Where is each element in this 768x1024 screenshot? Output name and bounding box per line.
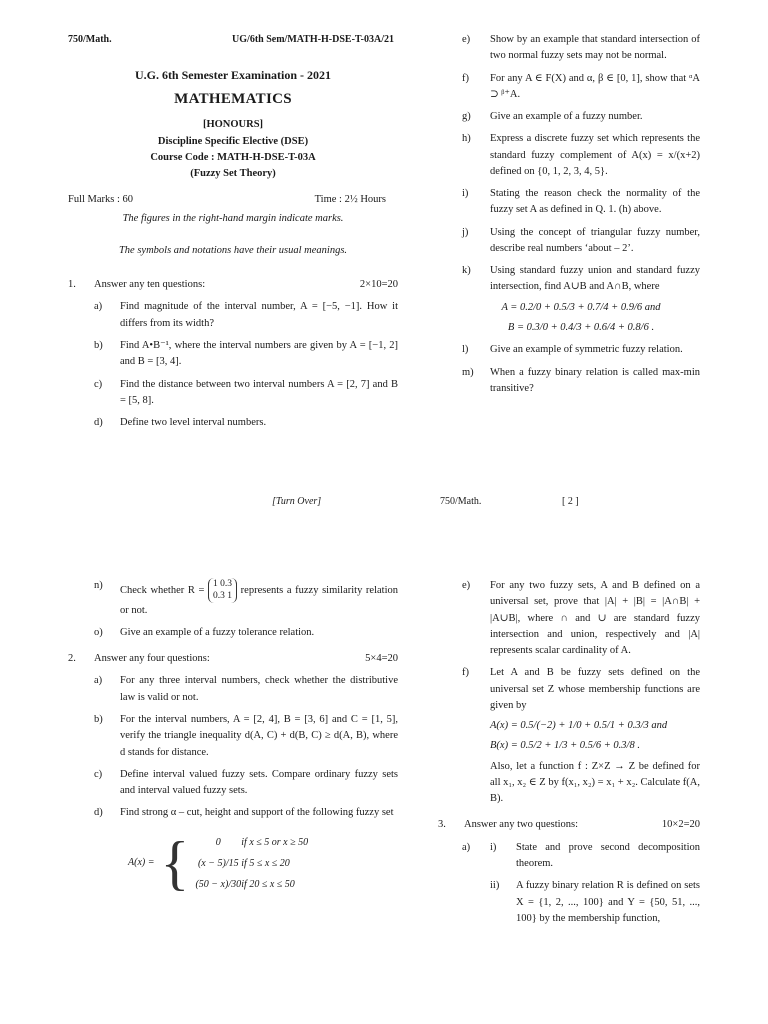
question-item	[68, 578, 398, 619]
paper-code-right: UG/6th Sem/MATH-H-DSE-T-03A/21	[232, 34, 394, 45]
item-text-post: represents a fuzzy similarity relation or not.	[120, 584, 399, 616]
piecewise-function	[128, 832, 398, 895]
item-text: Using standard fuzzy union and standard fuzzy intersection, find A∪B and A∩B, where	[490, 265, 700, 293]
question-item	[462, 109, 700, 125]
exam-time: Time : 2½ Hours	[314, 194, 386, 206]
question-item	[462, 263, 700, 296]
item-text: Find A•B⁻¹, where the interval numbers are given by A = [−1, 2] and B = [3, 4].	[120, 340, 398, 368]
question-item	[438, 665, 700, 714]
honours-label: [HONOURS]	[202, 119, 264, 131]
page-4	[438, 578, 700, 927]
question-2-heading	[68, 651, 398, 667]
item-label: l)	[462, 344, 469, 356]
matrix-row: 0.3 1	[213, 591, 233, 602]
item-label: b)	[94, 714, 103, 726]
page-2	[462, 32, 700, 397]
item-label: b)	[94, 340, 103, 351]
function-cases	[195, 832, 308, 895]
question-item	[462, 225, 700, 258]
marks-note: The figures in the right-hand margin indicate marks.	[122, 212, 344, 224]
question-item	[68, 415, 398, 431]
question-item	[438, 840, 700, 873]
question-number: 2.	[68, 653, 76, 665]
question-marks: 5×4=20	[365, 653, 398, 665]
question-marks: 2×10=20	[359, 279, 398, 291]
case-value: 0	[215, 836, 221, 848]
item-text: For any two fuzzy sets, A and B defined on a universal set, prove that |A| + |B| = |A∩B| + |A∪B|, where ∩ and ∪ are standard fuzzy intersection and union, respectively and |A| represents scalar cardinality of A.	[490, 580, 700, 657]
paper-code-left: 750/Math.	[68, 34, 112, 45]
item-text: Find strong α – cut, height and support of the following fuzzy set	[120, 807, 394, 819]
item-label: k)	[462, 265, 471, 277]
item-text: Give an example of symmetric fuzzy relation.	[490, 344, 683, 356]
page-1	[68, 32, 398, 431]
item-text: Find magnitude of the interval number, A = [−5, −1]. How it differs from its width?	[120, 301, 398, 329]
function-lhs: A(x) =	[128, 857, 155, 869]
subitem-label: ii)	[490, 880, 500, 892]
question-item	[68, 805, 398, 821]
question-item	[462, 131, 700, 180]
item-label: e)	[462, 580, 471, 591]
item-label: d)	[94, 807, 103, 819]
item-label: d)	[94, 417, 103, 429]
item-label-spacer	[438, 878, 490, 927]
question-item	[68, 377, 398, 410]
case-condition: if 20 ≤ x ≤ 50	[241, 878, 295, 890]
item-text: Find the distance between two interval numbers A = [2, 7] and B = [5, 8].	[120, 378, 398, 406]
exam-title: U.G. 6th Semester Examination - 2021	[134, 67, 332, 82]
page-2-code: 750/Math.	[440, 496, 482, 507]
formula-set-a: A = 0.2/0 + 0.5/3 + 0.7/4 + 0.9/6 and	[501, 301, 661, 313]
item-label: c)	[94, 378, 103, 390]
turn-over-note: [Turn Over]	[272, 496, 322, 507]
formula-set-b: B(x) = 0.5/2 + 1/3 + 0.5/6 + 0.3/8 .	[490, 740, 640, 752]
question-item	[462, 342, 700, 358]
question-number: 3.	[438, 819, 446, 831]
item-label: o)	[94, 626, 103, 638]
question-item	[462, 365, 700, 398]
item-text: Give an example of a fuzzy tolerance relation.	[120, 626, 315, 638]
item-label: a)	[94, 675, 103, 687]
item-label: m)	[462, 366, 474, 378]
question-item	[68, 338, 398, 371]
question-item	[438, 578, 700, 659]
formula-set-b: B = 0.3/0 + 0.4/3 + 0.6/4 + 0.8/6 .	[507, 321, 655, 333]
notation-note: The symbols and notations have their usual meanings.	[118, 244, 348, 256]
question-item	[68, 625, 398, 641]
matrix-row: 1 0.3	[213, 579, 233, 589]
question-1-heading	[68, 277, 398, 293]
question-number: 1.	[68, 279, 76, 291]
elective-label: Discipline Specific Elective (DSE)	[157, 135, 309, 147]
brace-symbol: {	[160, 830, 190, 897]
question-marks: 10×2=20	[661, 819, 700, 831]
question-item	[462, 186, 700, 219]
item-label: a)	[462, 841, 471, 853]
item-text	[120, 578, 398, 619]
page-header	[68, 32, 398, 48]
item-text: For any three interval numbers, check whether the distributive law is valid or not.	[120, 675, 398, 703]
item-text: Stating the reason check the normality of the fuzzy set A as defined in Q. 1. (h) above.	[490, 188, 700, 216]
marks-time-row	[68, 192, 398, 208]
subitem-label: i)	[490, 841, 497, 853]
item-text: When a fuzzy binary relation is called max-min transitive?	[490, 366, 700, 394]
item-text: A fuzzy binary relation R is defined on sets X = {1, 2, ..., 100} and Y = {50, 51, ..., 100} by the membership function,	[516, 880, 700, 924]
case-value: (50 − x)/30	[195, 878, 242, 890]
function-case	[195, 853, 308, 874]
full-marks: Full Marks : 60	[68, 194, 134, 206]
item-label: h)	[462, 133, 471, 145]
case-condition: if 5 ≤ x ≤ 20	[241, 857, 290, 869]
question-instruction: Answer any two questions:	[464, 819, 579, 831]
item-text: For the interval numbers, A = [2, 4], B = [3, 6] and C = [1, 5], verify the triangle inequality d(A, C) + d(B, C) ≥ d(A, B), where d stands for distance.	[120, 714, 398, 758]
relation-matrix	[208, 578, 237, 603]
question-item	[462, 71, 700, 104]
function-case	[195, 832, 308, 853]
item-label: f)	[462, 667, 469, 679]
page-3	[68, 578, 398, 895]
question-item	[68, 299, 398, 332]
page-number: [ 2 ]	[562, 496, 579, 507]
question-item	[68, 712, 398, 761]
item-label: f)	[462, 72, 469, 84]
case-value: (x − 5)/15	[197, 857, 239, 869]
item-label: j)	[462, 226, 469, 238]
item-label: i)	[462, 188, 469, 200]
item-text: Define two level interval numbers.	[120, 417, 267, 429]
item-text: Give an example of a fuzzy number.	[490, 111, 643, 123]
item-label: g)	[462, 111, 471, 123]
item-text: Define interval valued fuzzy sets. Compare ordinary fuzzy sets and interval valued fuzzy sets.	[120, 768, 398, 797]
course-code: Course Code : MATH-H-DSE-T-03A	[150, 151, 316, 163]
subject-title: MATHEMATICS	[174, 91, 292, 108]
item-text: Express a discrete fuzzy set which represents the standard fuzzy complement of A(x) = x/(x+2) defined on {0, 1, 2, 3, 4, 5}.	[490, 133, 700, 177]
item-text: State and prove second decomposition theorem.	[516, 841, 700, 869]
function-case	[195, 874, 308, 895]
item-text: For any A ∈ F(X) and α, β ∈ [0, 1], show that ᵅA ⊃ ᵝ⁺A.	[490, 72, 700, 100]
item-label: c)	[94, 768, 103, 780]
item-text: Show by an example that standard intersection of two normal fuzzy sets may not be normal.	[490, 34, 700, 62]
formula-set-a: A(x) = 0.5/(−2) + 1/0 + 0.5/1 + 0.3/3 and	[490, 720, 668, 732]
question-instruction: Answer any four questions:	[94, 653, 210, 665]
item-text-continued: Also, let a function f : Z×Z → Z be defined for all x₁, x₂ ∈ Z by f(x₁, x₂) = x₁ + x₂. Calculate f(A, B).	[490, 760, 700, 805]
question-item	[438, 878, 700, 927]
question-instruction: Answer any ten questions:	[94, 279, 206, 291]
topic-label: (Fuzzy Set Theory)	[190, 168, 276, 180]
item-label: n)	[94, 580, 103, 591]
case-condition: if x ≤ 5 or x ≥ 50	[241, 836, 309, 848]
question-3-heading	[438, 817, 700, 833]
question-item	[68, 673, 398, 706]
item-text: Let A and B be fuzzy sets defined on the universal set Z whose membership functions are given by	[490, 667, 700, 711]
question-item	[462, 32, 700, 65]
item-text: Using the concept of triangular fuzzy number, describe real numbers ‘about – 2’.	[490, 226, 700, 254]
item-label: e)	[462, 34, 471, 45]
question-item	[68, 767, 398, 800]
item-label: a)	[94, 301, 103, 313]
item-text-pre: Check whether R =	[120, 584, 205, 596]
